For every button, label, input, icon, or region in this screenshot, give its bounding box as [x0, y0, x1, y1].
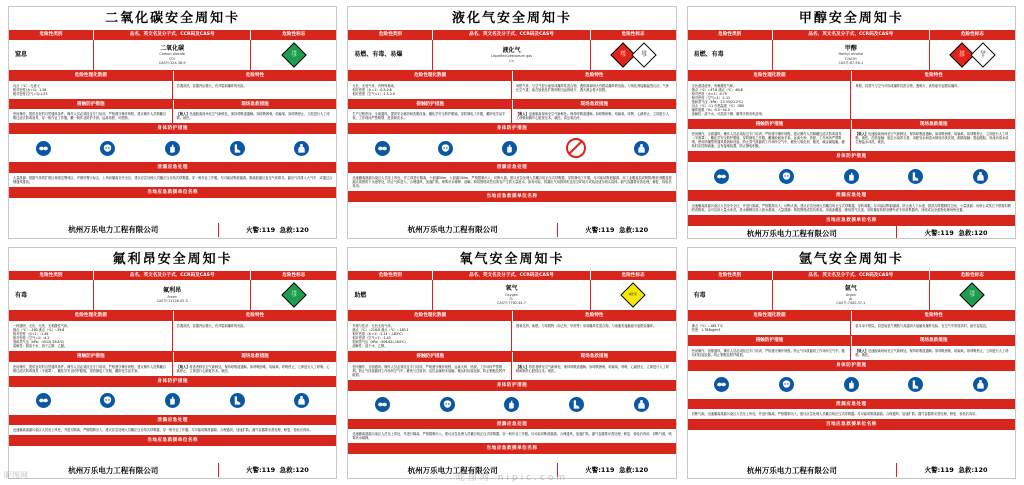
substance-cas: CAS号:7782-44-7	[497, 301, 526, 306]
header-physchem: 危险性理化数据	[348, 71, 513, 81]
physchem-row	[688, 81, 1015, 120]
physchem-header	[688, 311, 1015, 321]
card-title: 液化气安全周知卡	[451, 11, 572, 26]
contact-protection-text: 密闭操作，提供良好的自然通风条件。操作人员必须经过专门培训，严格遵守操作规程。建议操作人员佩戴自吸过滤式防毒面具，穿一般作业工作服，戴一般作业防护手套。远离易燃、可燃物。	[9, 109, 173, 123]
measures-header	[348, 352, 675, 362]
header-hazard-char: 危险特性	[585, 313, 604, 319]
header-onsite-firstaid: 现场急救措施	[580, 354, 609, 360]
boots-icon	[230, 141, 245, 156]
identity-row	[348, 40, 675, 71]
substance-identity	[94, 280, 251, 310]
measures-row	[348, 109, 675, 124]
table-header	[688, 30, 1015, 40]
card-title: 氧气安全周知卡	[459, 251, 565, 267]
no-smoking-icon	[566, 138, 586, 158]
measures-header	[9, 352, 336, 362]
measures-row	[9, 362, 336, 377]
firstaid-text: 【吸入】迅速脱离现场至空气新鲜处。保持呼吸道通畅。如呼吸困难，给输氧。如呼吸停止，立即进行人工呼吸。就医。	[176, 112, 330, 121]
header-hazard-char: 危险特性	[245, 313, 265, 319]
suit-icon	[634, 141, 649, 156]
leak-emergency-text: 迅速撤离泄漏污染区人员至上风处，并进行隔离，严格限制出入。建议应急处理人员戴正压自给式呼吸器，穿一般作业工作服。尽可能切断泄漏源。合理通风，加速扩散。漏气容器要妥善处理，修复、检验后再用。	[9, 425, 336, 436]
mask-icon	[100, 393, 115, 408]
hazard-symbols	[591, 40, 676, 70]
hazard-symbols	[930, 280, 1015, 310]
physchem-header	[348, 71, 675, 81]
header-symbol: 危险性标志	[282, 32, 306, 38]
physchem-header	[9, 71, 336, 81]
header-contact-measures: 接触防护措施	[688, 120, 853, 130]
physchem-data: 一种透明、无色、无臭、无刺激性气体。 熔点（℃）:-160 沸点（℃）:-29.8 相对密度（水=1）:1.49 相对密度（空气=1）:4.2 饱和蒸气压（kPa）:1013(-29.8℃) 溶解性：微溶于水，溶于乙醇、乙醚。	[9, 321, 173, 351]
substance-identity	[773, 40, 930, 70]
header-leak-emergency: 泄漏应急处理	[688, 400, 1015, 410]
header-hazard-char: 危险特性	[585, 72, 604, 78]
company-name: 杭州万乐电力工程有限公司	[68, 225, 159, 235]
hazard-card	[687, 247, 1016, 480]
hazard-class-value: 易燃、有毒	[688, 40, 773, 70]
hazard-symbols	[591, 280, 676, 310]
ppe-icons-row	[348, 134, 675, 163]
header-emergency-unit: 当地应急救援单位名称	[348, 192, 675, 202]
gloves-icon	[504, 397, 519, 412]
goggles-icon	[375, 141, 390, 156]
table-header	[348, 30, 675, 40]
hazard-class-value: 有毒	[9, 280, 94, 310]
company-name: 杭州万乐电力工程有限公司	[407, 225, 498, 235]
footer-row	[9, 463, 336, 478]
firstaid-text: 【吸入】将患者移至空气新鲜处。保持呼吸道通畅。如呼吸困难，给输氧。呼吸、心跳停止，立即进行人工呼吸和胸外心脏按压术。就医。	[515, 364, 669, 373]
hazard-class-value: 易燃、有毒、易爆	[348, 40, 433, 70]
physchem-row	[9, 81, 336, 100]
hazard-symbol-icon: 不燃 气体	[281, 42, 306, 67]
firstaid-text: 【吸入】迅速脱离现场至空气新鲜处。保持呼吸道通畅。如呼吸困难，给输氧。如呼吸停止，立即进行人工呼吸。就医。皮肤接触：脱去污染的衣着，用肥皂水和清水彻底冲洗皮肤。眼睛接触：提起眼睑，用流动清水或生理盐水冲洗。就医。	[855, 132, 1009, 145]
hazard-symbols	[251, 280, 336, 310]
suit-icon	[294, 393, 309, 408]
header-contact-measures: 接触防护措施	[9, 352, 174, 362]
hazard-symbol-icon: 有毒 气体	[631, 42, 656, 67]
table-header	[9, 30, 336, 40]
header-emergency-unit: 当地应急救援单位名称	[688, 420, 1015, 430]
firstaid-text: 【吸入】迅速脱离现场至空气新鲜处。保持呼吸道通畅。如呼吸困难，给输氧。如呼吸停止，立即进行人工呼吸。就医。	[855, 348, 1009, 357]
leak-emergency-text: 迅速撤离泄漏污染区人员至上风处，并立即进行隔离，小泄漏50m，大泄漏150m，严格限制出入。切断火源。建议应急处理人员戴自给正压式呼吸器，穿防静电工作服。尽可能切断泄漏源。用工业覆盖层或吸附/吸收剂覆盖泄漏点周围的下水道等处，防止气体进入。合理通风，加速扩散。喷雾状水稀释、溶解。构筑围堤或挖坑收容产生的大量废水。如有可能，将漏出气用排风机送至空旷地方或装设适当喷头烧掉。漏气容器要妥善处理，修复、检验后再用。	[348, 173, 675, 192]
gloves-icon	[165, 393, 180, 408]
header-contact-measures: 接触防护措施	[348, 100, 513, 110]
identity-row	[688, 40, 1015, 71]
header-leak-emergency: 泄漏应急处理	[348, 163, 675, 173]
header-emergency-unit: 当地应急救援单位名称	[348, 444, 675, 454]
measures-header	[688, 336, 1015, 346]
header-physchem: 危险性理化数据	[9, 71, 174, 81]
substance-cn-name: 二氧化碳	[160, 44, 185, 52]
header-onsite-firstaid: 现场急救措施	[241, 101, 269, 107]
substance-en-name: Freon	[167, 294, 177, 299]
header-emergency-unit: 当地应急救援单位名称	[688, 216, 1015, 226]
header-emergency-unit: 当地应急救援单位名称	[9, 188, 336, 198]
physchem-header	[688, 71, 1015, 81]
header-hazard-class: 危险性类别	[688, 271, 773, 281]
identity-row	[348, 280, 675, 311]
substance-cas: CAS号:67-56-1	[838, 60, 864, 65]
contact-protection-text: 密闭操作，全面通风。操作人员必须经过专门培训，严格遵守操作规程。远离火种、热源，工作场所严禁吸烟。防止气体泄漏到工作场所空气中。避免与还原剂、活性金属粉末接触。搬运时轻装轻卸，防止钢瓶及附件破损。	[348, 362, 512, 380]
leak-emergency-text: 大量泄漏：根据气体的扩散区域划定警戒区，并做好警示标志，上风向撤离至安全区。建议应急处理人员戴正压自给式呼吸器，穿一般作业工作服。尽可能切断泄漏源。隔离泄漏区直至气体散尽。漏出气体排入大气中，或通过合理通风排放。	[9, 173, 336, 188]
physchem-data: 闪点（℃）:无意义 相对密度(水=1)：1.56 相对密度(空气=1):1.53	[9, 81, 173, 99]
physchem-data: 无色澄清液体，有刺激性气味。 熔点（℃）:-97.8 沸点（℃）:64.8 相对密度（水=1）:0.79 相对密度（空气=1）:1.11 饱和蒸气压（kPa）:13.33(21.2℃) 闪点（℃）:11 引燃温度（℃）:385 爆炸极限（%）:5.5~44.0 溶解性：溶于水，可混溶于醇、醚等多数有机溶剂。	[688, 81, 852, 119]
identity-row	[9, 280, 336, 311]
hazard-symbol-icon: 不燃 气体	[960, 283, 985, 308]
header-onsite-firstaid: 现场急救措施	[919, 338, 948, 344]
header-name-cas: 品名、英文名及分子式、CCR码及CAS号	[433, 271, 590, 281]
header-name-cas: 品名、英文名及分子式、CCR码及CAS号	[94, 271, 251, 281]
hazard-symbol-icon: 不燃 气体	[281, 283, 306, 308]
ppe-icons-row	[9, 134, 336, 163]
measures-header	[348, 100, 675, 110]
emergency-phones: 火警:119 急救:120	[896, 463, 1015, 477]
header-contact-measures: 接触防护措施	[688, 336, 853, 346]
table-header	[688, 271, 1015, 281]
gloves-icon	[502, 141, 517, 156]
ppe-icons-row	[348, 391, 675, 420]
hazard-symbol-icon: 易燃 气体	[610, 42, 635, 67]
header-name-cas: 品名、英文名及分子式、CCR码及CAS号	[773, 30, 930, 40]
mask-icon	[100, 141, 115, 156]
header-physchem: 危险性理化数据	[688, 311, 853, 321]
mask-icon	[779, 377, 794, 392]
substance-formula: O₂	[509, 297, 514, 302]
header-hazard-class: 危险性类别	[688, 30, 773, 40]
physchem-header	[9, 311, 336, 321]
emergency-phones: 火警:119 急救:120	[218, 463, 337, 477]
identity-row	[9, 40, 336, 71]
header-emergency-unit: 当地应急救援单位名称	[9, 436, 336, 446]
suit-icon	[294, 141, 309, 156]
substance-formula: Ar	[848, 297, 853, 302]
header-hazard-char: 危险特性	[245, 72, 265, 78]
company-name: 杭州万乐电力工程有限公司	[68, 465, 159, 475]
header-hazard-class: 危险性类别	[9, 271, 94, 281]
boots-icon	[569, 397, 584, 412]
table-header	[9, 271, 336, 281]
header-name-cas: 品名、英文名及分子式、CCR码及CAS号	[433, 30, 590, 40]
header-leak-emergency: 泄漏应急处理	[688, 191, 1015, 201]
header-hazard-char: 危险特性	[924, 72, 943, 78]
header-hazard-class: 危险性类别	[9, 30, 94, 40]
goggles-icon	[714, 377, 729, 392]
footer-row	[688, 463, 1015, 478]
substance-cn-name: 氟利昂	[163, 287, 182, 295]
goggles-icon	[36, 141, 51, 156]
header-name-cas: 品名、英文名及分子式、CCR码及CAS号	[773, 271, 930, 281]
header-leak-emergency: 泄漏应急处理	[348, 420, 675, 430]
hazard-class-value: 有毒	[688, 280, 773, 310]
header-body-protection: 身体防护措施	[9, 377, 336, 387]
company-name: 杭州万乐电力工程有限公司	[746, 465, 837, 475]
footer-row	[688, 226, 1015, 239]
emergency-phones: 火警:119 急救:120	[218, 223, 337, 237]
physchem-row	[348, 81, 675, 100]
header-body-protection: 身体防护措施	[9, 124, 336, 134]
header-body-protection: 身体防护措施	[348, 381, 675, 391]
goggles-icon	[36, 393, 51, 408]
boots-icon	[230, 393, 245, 408]
measures-header	[688, 120, 1015, 130]
substance-formula: CH₃OH	[845, 56, 857, 61]
substance-formula: CO₂	[168, 56, 176, 61]
contact-protection-text: 密闭操作，提供良好的自然通风条件。操作人员必须经过专门培训，严格遵守操作规程。建议操作人员佩戴自吸过滤式防毒面具（半面罩），戴化学安全防护眼镜，穿防静电工作服，戴防化学品手套。	[9, 362, 173, 376]
header-onsite-firstaid: 现场急救措施	[241, 354, 269, 360]
ppe-icons-row	[9, 387, 336, 416]
goggles-icon	[375, 397, 390, 412]
substance-en-name: Methyl alcohol	[838, 52, 864, 57]
hazard-card	[347, 247, 676, 480]
header-name-cas: 品名、英文名及分子式、CCR码及CAS号	[94, 30, 251, 40]
hazard-characteristics: 强氧化剂，助燃。与易燃物（如乙炔、甲烷等）形成爆炸性混合物。与油脂类接触能引起燃烧爆炸。	[515, 324, 657, 329]
hazard-card	[8, 6, 337, 239]
firstaid-text: 【吸入】迅速脱离现场至空气新鲜处。保持呼吸道通畅。如呼吸困难，给输氧。呼吸、心跳停止，立即进行人工呼吸和胸外心脏按压术。就医。高压氧治疗。	[515, 112, 669, 121]
hazard-card	[8, 247, 337, 480]
substance-cn-name: 氧气	[505, 285, 518, 293]
hazard-symbol-icon: 氧化剂	[620, 283, 645, 308]
hazard-symbol-icon: 有毒 品	[970, 42, 995, 67]
hazard-class-value: 助燃	[348, 280, 433, 310]
card-title: 二氧化碳安全周知卡	[105, 11, 241, 26]
identity-row	[688, 280, 1015, 311]
header-body-protection: 身体防护措施	[348, 124, 675, 134]
header-symbol: 危险性标志	[621, 32, 645, 38]
footer-row	[348, 463, 675, 478]
firstaid-text: 【吸入】将患者移至空气新鲜处。保持呼吸道通畅。如呼吸困难，给输氧。呼吸停止，立即进行人工呼吸。心跳停止，立即进行心肺复苏术。就医。	[176, 364, 330, 373]
company-name: 杭州万乐电力工程有限公司	[407, 465, 498, 475]
hazard-characteristics: 易燃，其蒸气与空气可形成爆炸性混合物。遇明火、高热能引起燃烧爆炸。	[855, 83, 961, 88]
card-title: 氟利昂安全周知卡	[112, 251, 233, 267]
substance-cas: CAS号:11126-05-3	[156, 299, 188, 304]
boots-icon	[908, 377, 923, 392]
mask-icon	[779, 169, 794, 184]
hazard-symbols	[251, 40, 336, 70]
leak-emergency-text: 迅速撤离泄漏污染区人员至安全区，并进行隔离，严格限制出入。切断火源。建议应急处理人员戴自给正压式呼吸器，穿防毒服。尽可能切断泄漏源。防止流入下水道、排洪沟等限制性空间。小量泄漏：用砂土或其它不燃材料吸附或吸收。也可以用大量水冲洗，洗水稀释后放入废水系统。大量泄漏：构筑围堤或挖坑收容。用泡沫覆盖，降低蒸气灾害。用防爆泵转移至槽车或专用收集器内，回收或运至废物处理场所处置。	[688, 201, 1015, 216]
measures-row	[348, 362, 675, 381]
watermark-left: 昵图网	[4, 471, 28, 480]
emergency-phones: 火警:119 急救:120	[896, 226, 1015, 238]
goggles-icon	[714, 169, 729, 184]
physchem-data: 沸点（℃）:-185.7℃ 密度：1.784kg/m3	[688, 321, 852, 335]
header-hazard-class: 危险性类别	[348, 271, 433, 281]
watermark-center: 昵图网 nipic.com	[455, 473, 569, 483]
leak-emergency-text: 切断气源，迅速撤离泄漏污染区人员至上风处，并进行隔离，严格限制出入。建议应急处理人员戴自给正压式呼吸器。尽可能切断泄漏源。合理通风，加速扩散。漏气容器要妥善处理，修复、检验后再用。	[688, 409, 1015, 420]
header-hazard-class: 危险性类别	[348, 30, 433, 40]
boots-icon	[908, 169, 923, 184]
header-contact-measures: 接触防护措施	[9, 100, 174, 110]
header-leak-emergency: 泄漏应急处理	[9, 163, 336, 173]
header-onsite-firstaid: 现场急救措施	[919, 121, 948, 127]
substance-en-name: Carbon dioxide	[159, 52, 185, 57]
header-physchem: 危险性理化数据	[9, 311, 174, 321]
hazard-card	[687, 6, 1016, 239]
physchem-data: 无色、无臭气体，有特殊臭味。 相对密度（水=1）:0.5-0.6 相对密度（空气=1）:1.5-2.0	[348, 81, 512, 99]
substance-cn-name: 甲醇	[844, 44, 857, 52]
header-hazard-char: 危险特性	[924, 313, 943, 319]
substance-identity	[433, 280, 590, 310]
emergency-phones: 火警:119 急救:120	[557, 463, 676, 477]
physchem-data: 外观与性状：无色无臭气体。 熔点（℃）:-218.8 沸点（℃）:-183.1 相对密度（水=1）:1.14（-183℃） 相对密度（空气=1）:1.43 饱和蒸气压（kPa）:506.62(-164℃) 溶解性：溶于水、乙醇。	[348, 321, 512, 351]
hazard-symbol-icon: 易燃 液体	[949, 42, 974, 67]
suit-icon	[634, 397, 649, 412]
header-contact-measures: 接触防护措施	[348, 352, 513, 362]
header-leak-emergency: 泄漏应急处理	[9, 416, 336, 426]
hazard-class-value: 窒息	[9, 40, 94, 70]
gloves-icon	[844, 377, 859, 392]
measures-row	[688, 129, 1015, 152]
company-name: 杭州万乐电力工程有限公司	[746, 228, 837, 238]
header-physchem: 危险性理化数据	[688, 71, 853, 81]
gloves-icon	[844, 169, 859, 184]
substance-cas: CAS号:7440-37-1	[836, 301, 866, 306]
substance-en-name: Liquefied petroleum gas	[490, 54, 533, 59]
table-header	[348, 271, 675, 281]
substance-en-name: Argon	[845, 292, 856, 297]
contact-protection-text: 密闭操作，加强通风。操作人员必须经过专门培训，严格遵守操作规程。防止气体泄漏到工作场所空气中。搬运时轻装轻卸，防止钢瓶及附件破损。	[688, 346, 852, 360]
ppe-icons-row	[688, 162, 1015, 191]
card-title: 氩气安全周知卡	[798, 251, 904, 267]
hazard-card	[347, 6, 676, 239]
measures-header	[9, 100, 336, 110]
substance-identity	[773, 280, 930, 310]
physchem-row	[348, 321, 675, 352]
mask-icon	[440, 397, 455, 412]
hazard-characteristics: 易燃气体，与空气混合能形成爆炸性混合物，遇热源和明火有燃烧爆炸的危险。与氧化剂接触猛烈反应。气体比空气重，能在较低处扩散到相当远的地方，遇火源会着火回燃。	[515, 83, 669, 92]
substance-en-name: Oxygen	[504, 292, 519, 297]
header-body-protection: 身体防护措施	[688, 361, 1015, 371]
header-physchem: 危险性理化数据	[348, 311, 513, 321]
physchem-header	[348, 311, 675, 321]
substance-formula: Cn	[509, 58, 514, 63]
hazard-symbols	[930, 40, 1015, 70]
footer-row	[348, 222, 675, 237]
measures-row	[688, 346, 1015, 361]
footer-row	[9, 222, 336, 237]
physchem-row	[9, 321, 336, 352]
emergency-phones: 火警:119 急救:120	[557, 223, 676, 237]
measures-row	[9, 109, 336, 124]
header-symbol: 危险性标志	[621, 272, 645, 278]
hazard-characteristics: 氩本身不燃烧，但是装氩气钢瓶与高温明火接触有爆炸危险。在空气中浓度高时，能引起窒息。	[855, 324, 990, 329]
substance-cn-name: 氩气	[844, 285, 857, 293]
suit-icon	[973, 169, 988, 184]
substance-identity	[94, 40, 251, 70]
substance-cn-name: 液化气	[502, 46, 521, 54]
header-symbol: 危险性标志	[960, 32, 984, 38]
header-symbol: 危险性标志	[960, 272, 984, 278]
header-symbol: 危险性标志	[282, 272, 306, 278]
contact-protection-text: 密闭操作，全面通风。操作人员必须经过专门培训，严格遵守操作规程。建议操作人员佩戴过滤式防毒面具（半面罩），戴化学安全防护眼镜，穿防静电工作服，戴橡胶耐油手套。远离火种、热源，工作场所严禁吸烟。使用防爆型的通风系统和设备。防止蒸气泄漏到工作场所空气中。避免与氧化剂、酸类、碱金属接触。灌装时应控制流速，且有接地装置，防止静电积聚。	[688, 129, 852, 151]
header-body-protection: 身体防护措施	[688, 152, 1015, 162]
suit-icon	[973, 377, 988, 392]
hazard-characteristics: 若遇高热，容器内压增大，有开裂和爆炸的危险。	[176, 83, 247, 88]
card-title: 甲醇安全周知卡	[798, 11, 904, 26]
header-onsite-firstaid: 现场急救措施	[580, 101, 609, 107]
ppe-icons-row	[688, 371, 1015, 400]
substance-cas: CAS号:124-38-9	[158, 60, 186, 65]
substance-identity	[433, 40, 590, 70]
gloves-icon	[165, 141, 180, 156]
leak-emergency-text: 迅速撤离泄漏污染区人员至上风处，并进行隔离，严格限制出入。建议应急处理人员戴自给正压式呼吸器，穿一般作业工作服。尽可能切断泄漏源。合理通风，加速扩散。漏气容器要妥善处理，修复、检验后再用。切断气源，喷雾状水稀释。	[348, 429, 675, 444]
contact-protection-text: 生产过程密闭，全面通风。提供安全淋浴和洗眼设备。戴化学安全防护眼镜，穿防静电工作服，戴防化学品手套。工作现场严禁吸烟、进食和饮水。	[348, 109, 512, 123]
mask-icon	[438, 141, 453, 156]
physchem-row	[688, 321, 1015, 336]
hazard-characteristics: 若遇高热，容器内压增大，有开裂和爆炸的危险。	[176, 324, 247, 329]
